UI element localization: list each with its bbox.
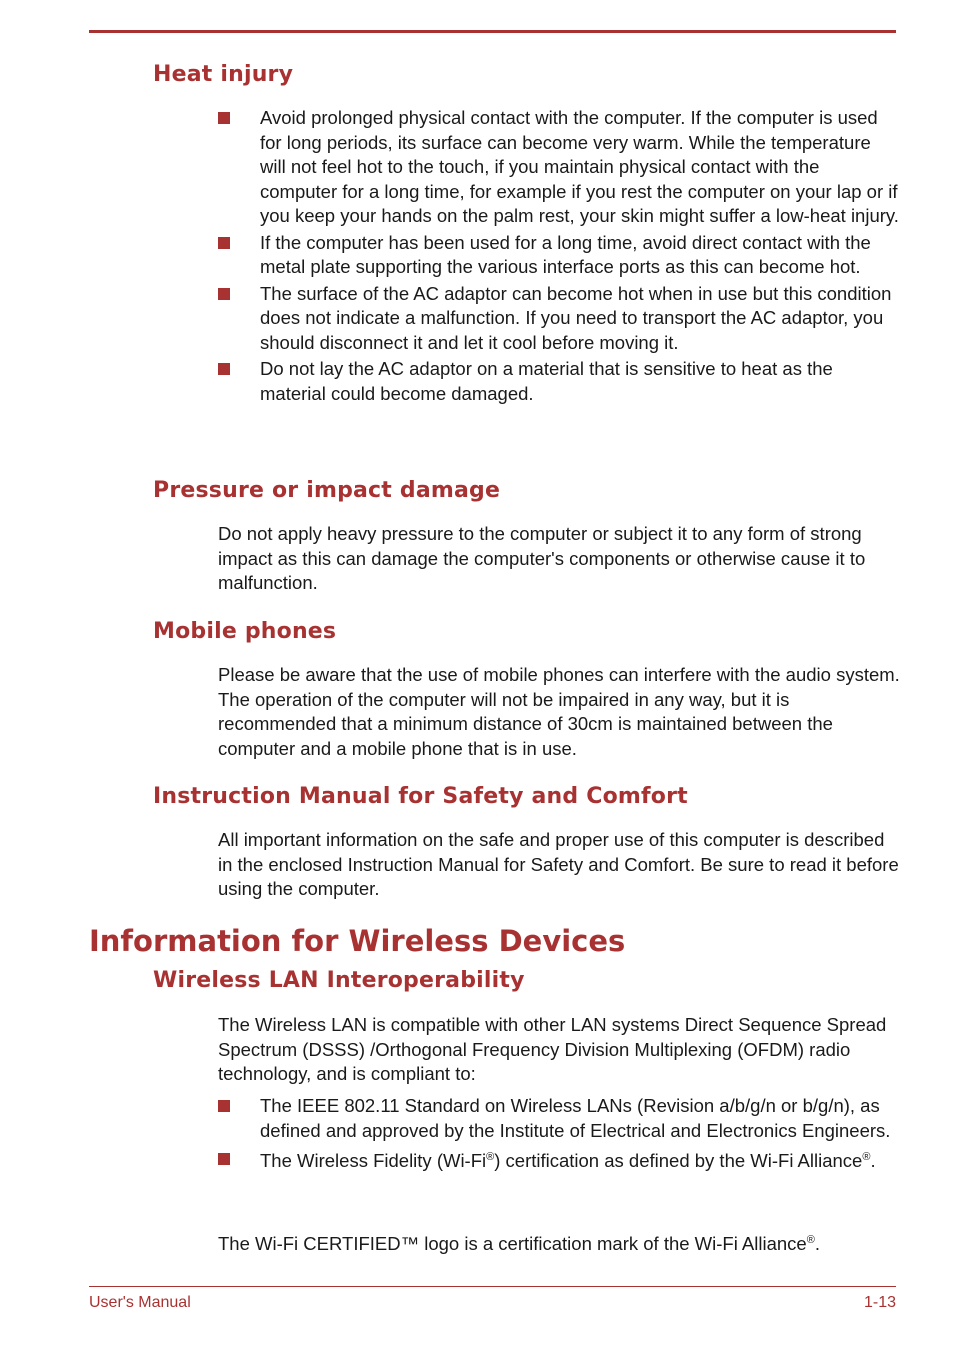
heading-heat-injury: Heat injury: [153, 62, 294, 87]
section-title-wireless: Information for Wireless Devices: [89, 924, 626, 958]
footer-manual-title: User's Manual: [89, 1294, 191, 1311]
registered-mark: ®: [486, 1150, 495, 1163]
heading-wireless-lan: Wireless LAN Interoperability: [153, 968, 525, 993]
page-number: 1-13: [863, 1294, 896, 1311]
wifi-logo-note: The Wi-Fi CERTIFIED™ logo is a certification mark of the Wi-Fi Alliance®.: [218, 1233, 820, 1254]
bullet-square-icon: [218, 363, 230, 375]
bullet-square-icon: [218, 112, 230, 124]
list-item: If the computer has been used for a long time, avoid direct contact with the metal plate supporting the various interface ports as this can become hot.: [218, 231, 900, 280]
header-rule: [89, 30, 896, 33]
bullet-square-icon: [218, 1100, 230, 1112]
bullet-square-icon: [218, 1153, 230, 1165]
manual-paragraph: All important information on the safe and proper use of this computer is described in the enclosed Instruction Manual for Safety and Comfort. Be sure to read it before using the computer.: [218, 829, 899, 899]
mobile-paragraph: Please be aware that the use of mobile phones can interfere with the audio system. The operation of the computer will not be impaired in any way, but it is recommended that a minimum distance of 30cm is maintained between the computer and a mobile phone that is in use.: [218, 664, 900, 759]
heat-injury-list: [218, 106, 900, 406]
list-item: Avoid prolonged physical contact with the computer. If the computer is used for long periods, its surface can become very warm. While the temperature will not feel hot to the touch, if you maintain physical contact with the computer for a long time, for example if you rest the computer on your lap or if you keep your hands on the palm rest, your skin might suffer a low-heat injury.: [218, 106, 900, 229]
wireless-intro: The Wireless LAN is compatible with other LAN systems Direct Sequence Spread Spectrum (DSSS) /Orthogonal Frequency Division Multiplexing (OFDM) radio technology, and is compliant to:: [218, 1014, 887, 1084]
wireless-standards-list: [218, 1094, 900, 1174]
list-item: The IEEE 802.11 Standard on Wireless LANs (Revision a/b/g/n or b/g/n), as defined and approved by the Institute of Electrical and Electronics Engineers.: [218, 1094, 900, 1143]
footer-rule: [89, 1286, 896, 1287]
pressure-paragraph: Do not apply heavy pressure to the computer or subject it to any form of strong impact as this can damage the computer's components or otherwise cause it to malfunction.: [218, 523, 866, 593]
heading-safety-manual: Instruction Manual for Safety and Comfort: [153, 784, 688, 809]
heading-mobile-phones: Mobile phones: [153, 619, 337, 644]
list-item: Do not lay the AC adaptor on a material that is sensitive to heat as the material could become damaged.: [218, 357, 900, 406]
list-item: The Wireless Fidelity (Wi-Fi®) certification as defined by the Wi-Fi Alliance®.: [218, 1147, 900, 1174]
heading-pressure-damage: Pressure or impact damage: [153, 478, 501, 503]
list-item: The surface of the AC adaptor can become hot when in use but this condition does not indicate a malfunction. If you need to transport the AC adaptor, you should disconnect it and let it cool before moving it.: [218, 282, 900, 356]
bullet-square-icon: [218, 237, 230, 249]
bullet-square-icon: [218, 288, 230, 300]
registered-mark: ®: [862, 1150, 871, 1163]
registered-mark: ®: [806, 1233, 815, 1246]
